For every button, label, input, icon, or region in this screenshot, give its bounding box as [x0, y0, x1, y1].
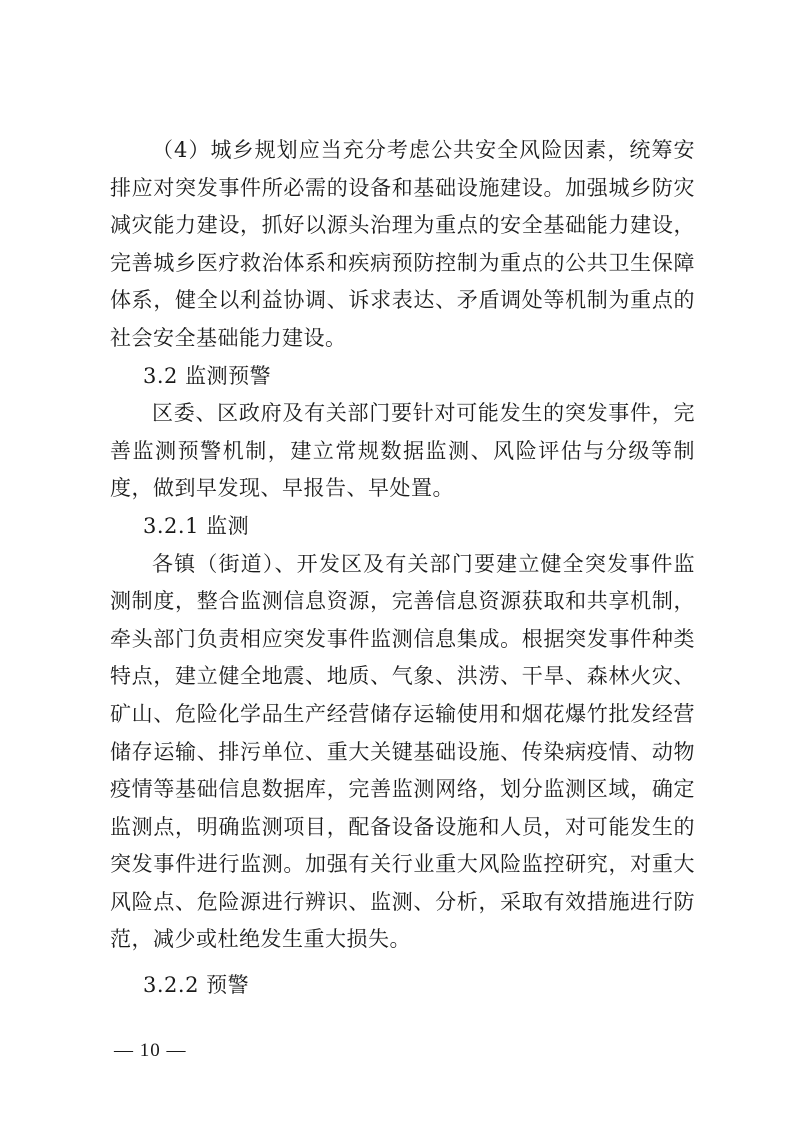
subsection-heading-warning: 3.2.2 预警: [143, 973, 250, 998]
section-heading-monitoring-warning: 3.2 监测预警: [143, 363, 272, 388]
paragraph-monitoring-warning: 区委、区政府及有关部门要针对可能发生的突发事件，完善监测预警机制，建立常规数据监测、风险评估与分级等制度，做到早发现、早报告、早处置。: [110, 401, 695, 501]
page-number: — 10 —: [114, 1040, 187, 1061]
subsection-heading-monitoring: 3.2.1 监测: [143, 513, 250, 538]
document-body: [110, 132, 695, 1005]
paragraph-urban-planning: （4）城乡规划应当充分考虑公共安全风险因素，统筹安排应对突发事件所必需的设备和基础设施建设。加强城乡防灾减灾能力建设，抓好以源头治理为重点的安全基础能力建设，完善城乡医疗救治体系和疾病预防控制为重点的公共卫生保障体系，健全以利益协调、诉求表达、矛盾调处等机制为重点的社会安全基础能力建设。: [110, 138, 695, 350]
paragraph-monitoring: 各镇（街道）、开发区及有关部门要建立健全突发事件监测制度，整合监测信息资源，完善信息资源获取和共享机制，牵头部门负责相应突发事件监测信息集成。根据突发事件种类特点，建立健全地震、地质、气象、洪涝、干旱、森林火灾、矿山、危险化学品生产经营储存运输使用和烟花爆竹批发经营储存运输、排污单位、重大关键基础设施、传染病疫情、动物疫情等基础信息数据库，完善监测网络，划分监测区域，确定监测点，明确监测项目，配备设备设施和人员，对可能发生的突发事件进行监测。加强有关行业重大风险监控研究，对重大风险点、危险源进行辨识、监测、分析，采取有效措施进行防范，减少或杜绝发生重大损失。: [110, 551, 695, 952]
